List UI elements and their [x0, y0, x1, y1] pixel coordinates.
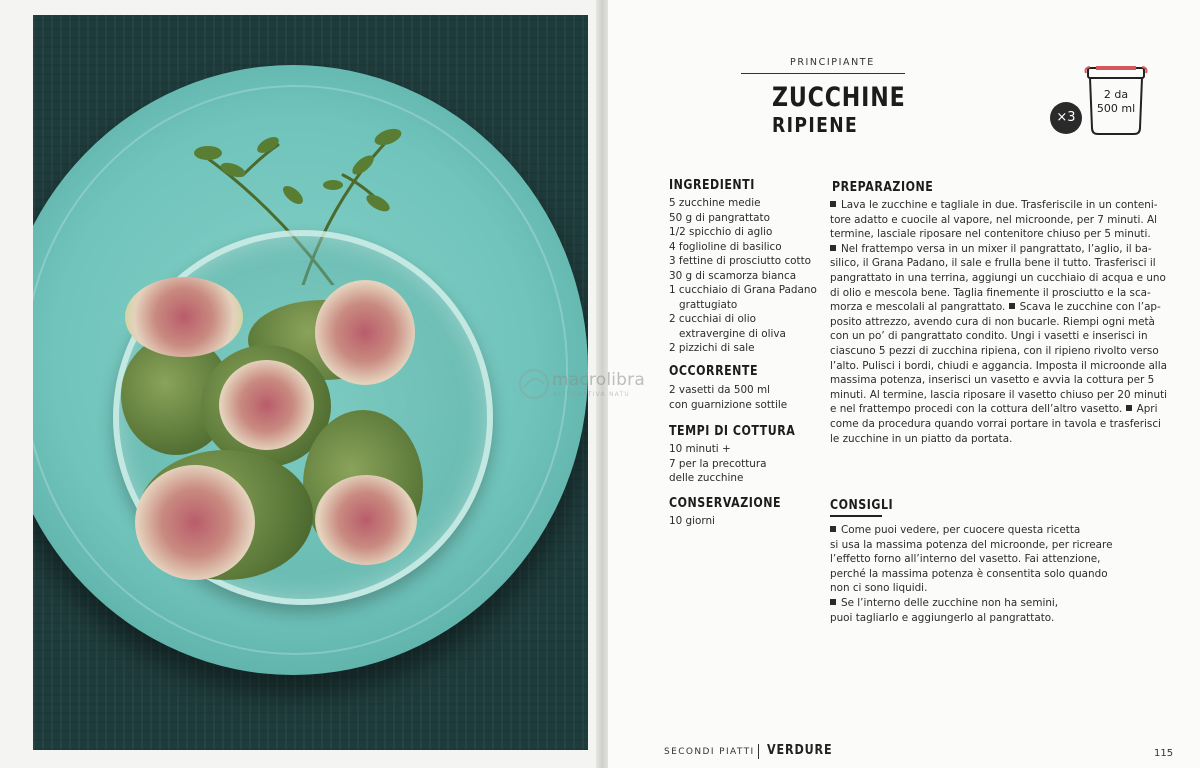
ingredient-item: 4 foglioline di basilico [669, 240, 782, 253]
ingredient-item: 1/2 spicchio di aglio [669, 226, 773, 238]
cooking-time-item: delle zucchine [669, 472, 744, 484]
preparation-heading: PREPARAZIONE [832, 180, 934, 195]
preparation-line: minuti. Al termine, lascia riposare il vasetto chiuso per 20 minuti [830, 388, 1168, 401]
ingredient-item: 30 g di scamorza bianca [669, 269, 797, 282]
cooking-time-item: 10 minuti + [669, 443, 731, 455]
storage-list [669, 514, 715, 529]
preparation-line: l’alto. Pulisci i bordi, chiudi e aggancia. Imposta il microonde alla [830, 359, 1167, 372]
header-rule [741, 73, 905, 74]
jar-capacity [1088, 88, 1144, 116]
difficulty-level: PRINCIPIANTE [790, 57, 875, 68]
needed-item: con guarnizione sottile [669, 398, 788, 411]
preparation-line: Nel frattempo versa in un mixer il pangrattato, l’aglio, il ba- [841, 242, 1152, 255]
bullet-square-icon [830, 201, 836, 207]
recipe-title-line2: RIPIENE [772, 113, 859, 137]
preparation-line: morza e mescolali al pangrattato. [830, 301, 1006, 314]
preparation-line: le zucchine in un piatto da portata. [830, 432, 1013, 445]
bullet-square-icon [830, 245, 836, 251]
preparation-line: termine, lasciale riposare nel contenitore chiuso per 5 minuti. [830, 228, 1151, 241]
zucchini-cut [125, 277, 243, 357]
preparation-line: massima potenza, inserisci un vasetto e avvia la cottura per 5 [830, 374, 1155, 387]
bullet-square-icon [1126, 405, 1132, 411]
preparation-line: tore adatto e cuocile al vapore, nel microonde, per 7 minuti. Al [830, 213, 1157, 226]
preparation-line: posito attrezzo, avendo cura di non bucarle. Riempi ogni metà [830, 315, 1155, 328]
recipe-title-line1: ZUCCHINE [772, 82, 906, 113]
tips-line: puoi tagliarlo e aggiungerlo al pangrattato. [830, 611, 1055, 624]
preparation-line: pangrattato in una terrina, aggiungi un cucchiaio di acqua e uno [830, 271, 1166, 284]
tips-line: si usa la massima potenza del microonde, per ricreare [830, 538, 1113, 551]
watermark-subtext: ALTERNATIVA NATU [553, 391, 630, 398]
bullet-square-icon [830, 599, 836, 605]
zucchini-cut [135, 465, 255, 580]
zucchini-cut [219, 360, 314, 450]
cooking-time-heading: TEMPI DI COTTURA [669, 424, 796, 439]
zucchini-cut [315, 475, 417, 565]
preparation-line: ciascuno 5 pezzi di zucchina ripiena, con il ripieno rivolto verso [830, 344, 1159, 357]
tips-line: Come puoi vedere, per cuocere questa ricetta [841, 524, 1081, 536]
preparation-line: come da procedura quando vorrai portare in tavola e trasferisci [830, 417, 1161, 430]
footer-section: SECONDI PIATTI [664, 747, 755, 757]
ingredient-item: 3 fettine di prosciutto cotto [669, 255, 812, 267]
tips-line: Se l’interno delle zucchine non ha semini, [841, 596, 1059, 609]
preparation-line: silico, il Grana Padano, il sale e frulla bene il tutto. Trasferisci il [830, 257, 1156, 270]
serves-badge: ×3 [1050, 102, 1082, 134]
ingredient-item: extravergine di oliva [679, 327, 786, 340]
preparation-line: Lava le zucchine e tagliale in due. Trasferiscile in un conteni- [841, 199, 1158, 211]
ingredient-item: 1 cucchiaio di Grana Padano [669, 284, 817, 296]
preparation-line: e nel frattempo procedi con la cottura dell’altro vasetto. [830, 403, 1123, 416]
bullet-square-icon [1009, 303, 1015, 309]
page-number: 115 [1154, 748, 1174, 759]
jar-capacity-line2: 500 ml [1096, 102, 1136, 115]
tips-text [830, 523, 1112, 625]
preparation-line: con un po’ di pangrattato condito. Ungi i vasetti e inserisci in [830, 330, 1148, 343]
needed-item: 2 vasetti da 500 ml [669, 384, 770, 396]
ingredient-item: grattugiato [679, 298, 738, 311]
jar-capacity-line1: 2 da [1103, 88, 1129, 101]
ingredients-heading: INGREDIENTI [669, 178, 755, 193]
tips-underline [830, 515, 882, 517]
ingredient-item: 50 g di pangrattato [669, 211, 770, 224]
footer-category: VERDURE [767, 743, 833, 758]
watermark-text: macrolibra [552, 370, 645, 390]
ingredient-item: 5 zucchine medie [669, 197, 761, 209]
preparation-line: di olio e mescola bene. Taglia finemente il prosciutto e la sca- [830, 286, 1151, 299]
preparation-line: Scava le zucchine con l’ap- [1019, 301, 1161, 314]
cooking-time-list [669, 442, 767, 486]
ingredient-item: 2 cucchiai di olio [669, 313, 756, 325]
ingredient-item: 2 pizzichi di sale [669, 342, 755, 354]
tips-line: l’effetto forno all’interno del vasetto. Fai attenzione, [830, 553, 1101, 566]
storage-heading: CONSERVAZIONE [669, 496, 782, 511]
bullet-square-icon [830, 526, 836, 532]
preparation-text [830, 198, 1167, 446]
preparation-line: Apri [1136, 403, 1158, 416]
recipe-photo [33, 15, 588, 750]
tips-line: perché la massima potenza è consentita solo quando [830, 567, 1108, 580]
zucchini-cut [315, 280, 415, 385]
storage-item: 10 giorni [669, 515, 715, 527]
needed-heading: OCCORRENTE [669, 364, 759, 379]
cooking-time-item: 7 per la precottura [669, 457, 767, 470]
ingredients-list [669, 196, 817, 356]
footer-divider [758, 744, 759, 759]
tips-line: non ci sono liquidi. [830, 582, 928, 595]
tips-heading: CONSIGLI [830, 498, 894, 513]
